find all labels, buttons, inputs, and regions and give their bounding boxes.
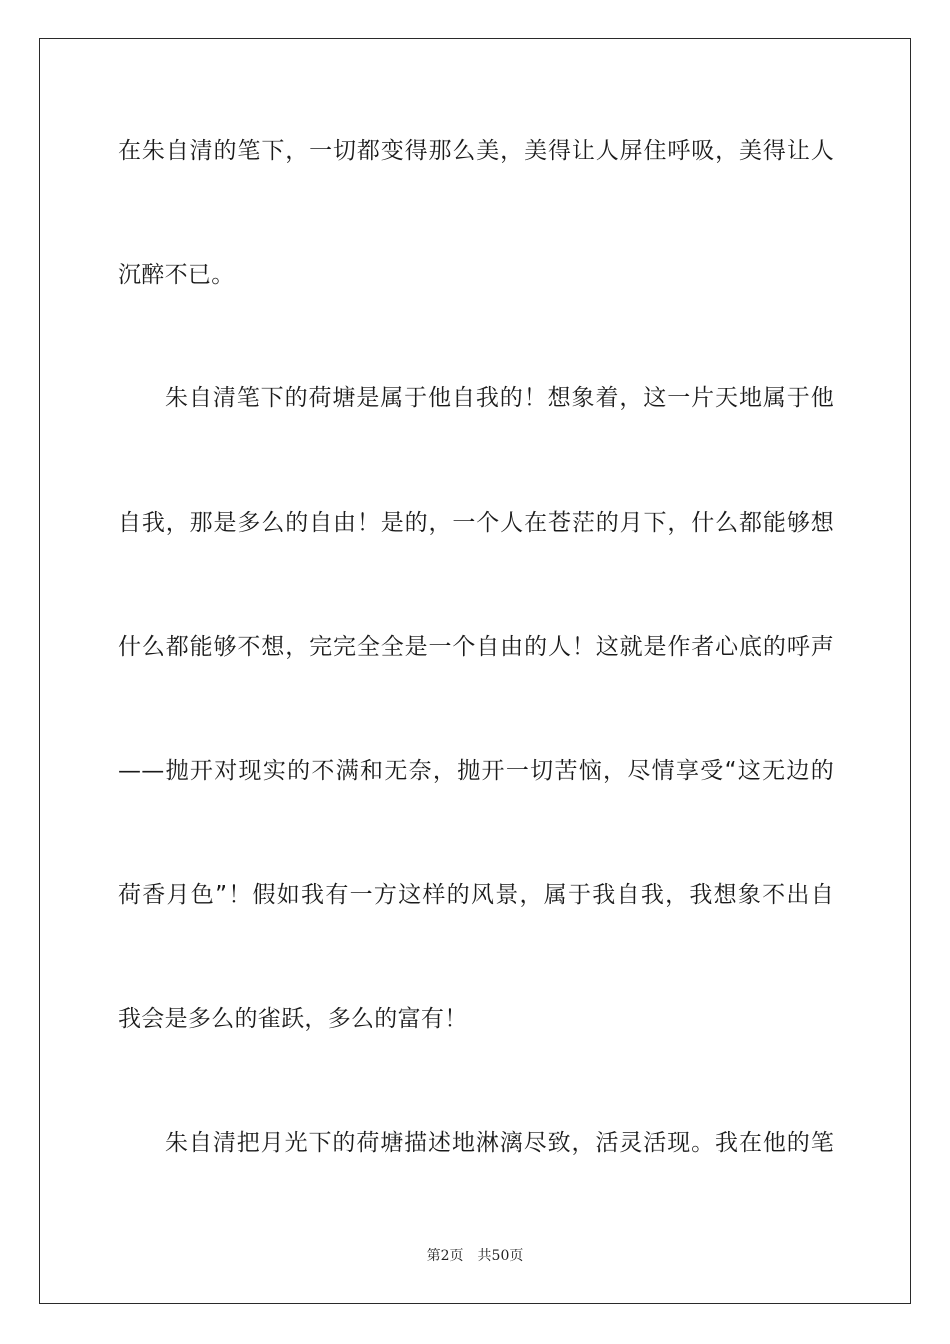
- text-line-5: 什么都能够不想，完完全全是一个自由的人！这就是作者心底的呼声: [118, 634, 834, 660]
- page-footer: [0, 1245, 950, 1265]
- page-border: [39, 38, 911, 1304]
- text-line-4: 自我，那是多么的自由！是的，一个人在苍茫的月下，什么都能够想: [118, 510, 834, 536]
- page-number: 第2页: [426, 1248, 464, 1264]
- text-line-7: 荷香月色”！假如我有一方这样的风景，属于我自我，我想象不出自: [118, 882, 834, 908]
- text-line-1: 在朱自清的笔下，一切都变得那么美，美得让人屏住呼吸，美得让人: [118, 138, 834, 164]
- total-pages: 共50页: [477, 1248, 524, 1264]
- text-line-3: 朱自清笔下的荷塘是属于他自我的！想象着，这一片天地属于他: [165, 385, 834, 411]
- text-line-2: 沉醉不已。: [118, 262, 235, 288]
- text-line-6: ——抛开对现实的不满和无奈，抛开一切苦恼，尽情享受“这无边的: [118, 758, 834, 784]
- text-line-9: 朱自清把月光下的荷塘描述地淋漓尽致，活灵活现。我在他的笔: [165, 1130, 834, 1156]
- text-line-8: 我会是多么的雀跃，多么的富有！: [118, 1006, 468, 1032]
